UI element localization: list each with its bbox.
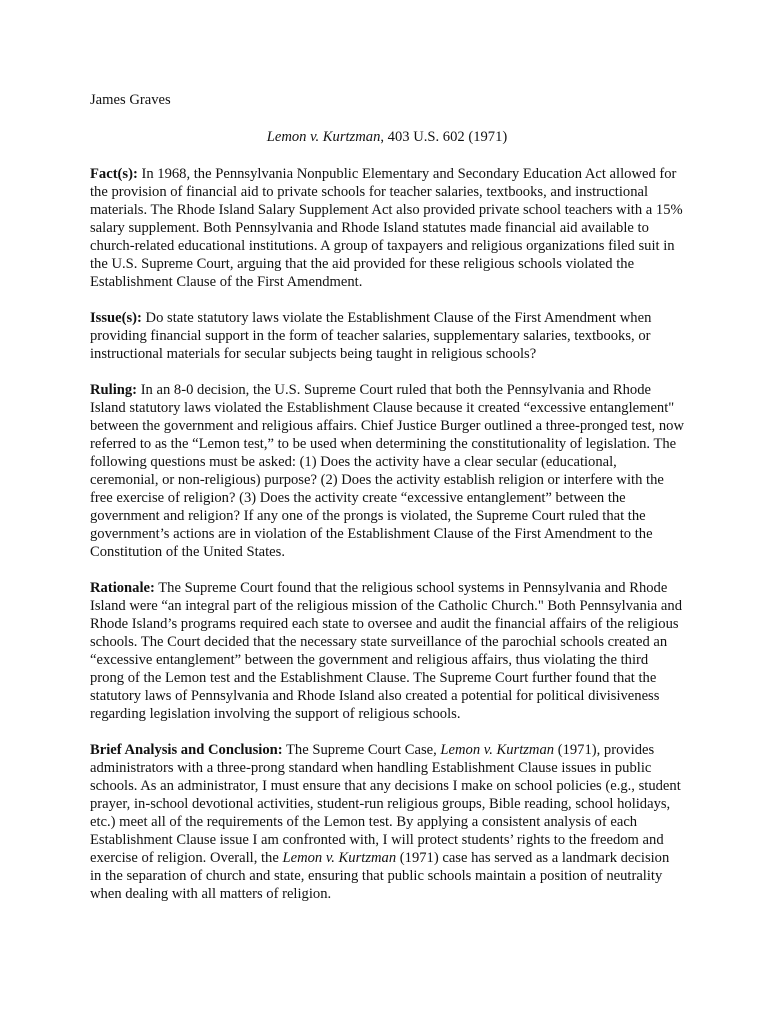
analysis-text-2: (1971), provides administrators with a three-prong standard when handling Establishment Clause issues in public schools. As an administrator, I must ensure that any decisions I make on school policies (e.g., student prayer, in-school devotional activities, student-run religious groups, Bible reading, school holidays, etc.) meet all of the requirements of the Lemon test. By applying a consistent analysis of each Establishment Clause issue I am confronted with, I will protect students’ rights to the freedom and exercise of religion. Overall, the [90, 742, 681, 866]
rationale-label: Rationale: [90, 580, 155, 596]
case-name: Lemon v. Kurtzman [266, 129, 381, 145]
ruling-text: In an 8-0 decision, the U.S. Supreme Court ruled that both the Pennsylvania and Rhode Island statutory laws violated the Establishment Clause because it created “excessive entanglement" between the government and religious affairs. Chief Justice Burger outlined a three-pronged test, now referred to as the “Lemon test,” to be used when determining the constitutionality of legislation. The following questions must be asked: (1) Does the activity have a clear secular (educational, ceremonial, or non-religious) purpose? (2) Does the activity establish religion or interfere with the free exercise of religion? (3) Does the activity create “excessive entanglement” between the government and religion? If any one of the prongs is violated, the Supreme Court ruled that the government’s actions are in violation of the Establishment Clause of the First Amendment to the Constitution of the United States. [90, 382, 684, 560]
analysis-case-name-2: Lemon v. Kurtzman [282, 850, 397, 866]
document-page [90, 91, 684, 921]
analysis-section [90, 741, 684, 903]
issue-text: Do state statutory laws violate the Establishment Clause of the First Amendment when providing financial support in the form of teacher salaries, supplementary salaries, textbooks, or instructional materials for secular subjects being taught in religious schools? [90, 310, 652, 362]
analysis-text-3: (1971) case has served as a landmark decision in the separation of church and state, ensuring that public schools maintain a position of neutrality when dealing with all matters of religion. [90, 850, 670, 902]
rationale-text: The Supreme Court found that the religious school systems in Pennsylvania and Rhode Island were “an integral part of the religious mission of the Catholic Church." Both Pennsylvania and Rhode Island’s programs required each state to oversee and audit the financial affairs of the religious schools. The Court decided that the necessary state surveillance of the parochial schools created an “excessive entanglement” between the government and religious affairs, thus violating the third prong of the Lemon test and the Establishment Clause. The Supreme Court further found that the statutory laws of Pennsylvania and Rhode Island also created a potential for political divisiveness regarding legislation involving the support of religious schools. [90, 580, 683, 722]
facts-text: In 1968, the Pennsylvania Nonpublic Elementary and Secondary Education Act allowed for the provision of financial aid to private schools for teacher salaries, textbooks, and instructional materials. The Rhode Island Salary Supplement Act also provided private school teachers with a 15% salary supplement. Both Pennsylvania and Rhode Island statutes made financial aid available to church-related educational institutions. A group of taxpayers and religious organizations filed suit in the U.S. Supreme Court, arguing that the aid provided for these religious schools violated the Establishment Clause of the First Amendment. [90, 166, 683, 290]
analysis-label: Brief Analysis and Conclusion: [90, 742, 283, 758]
facts-label: Fact(s): [90, 166, 138, 182]
case-citation: , 403 U.S. 602 (1971) [380, 129, 508, 145]
issue-label: Issue(s): [90, 310, 142, 326]
analysis-text-1: The Supreme Court Case, [282, 742, 441, 758]
analysis-case-name-1: Lemon v. Kurtzman [440, 742, 555, 758]
ruling-label: Ruling: [90, 382, 138, 398]
ruling-section [90, 381, 684, 561]
facts-section [90, 165, 684, 291]
author-name: James Graves [90, 92, 171, 108]
case-title [90, 128, 684, 146]
issue-section [90, 309, 684, 363]
rationale-section [90, 579, 684, 723]
